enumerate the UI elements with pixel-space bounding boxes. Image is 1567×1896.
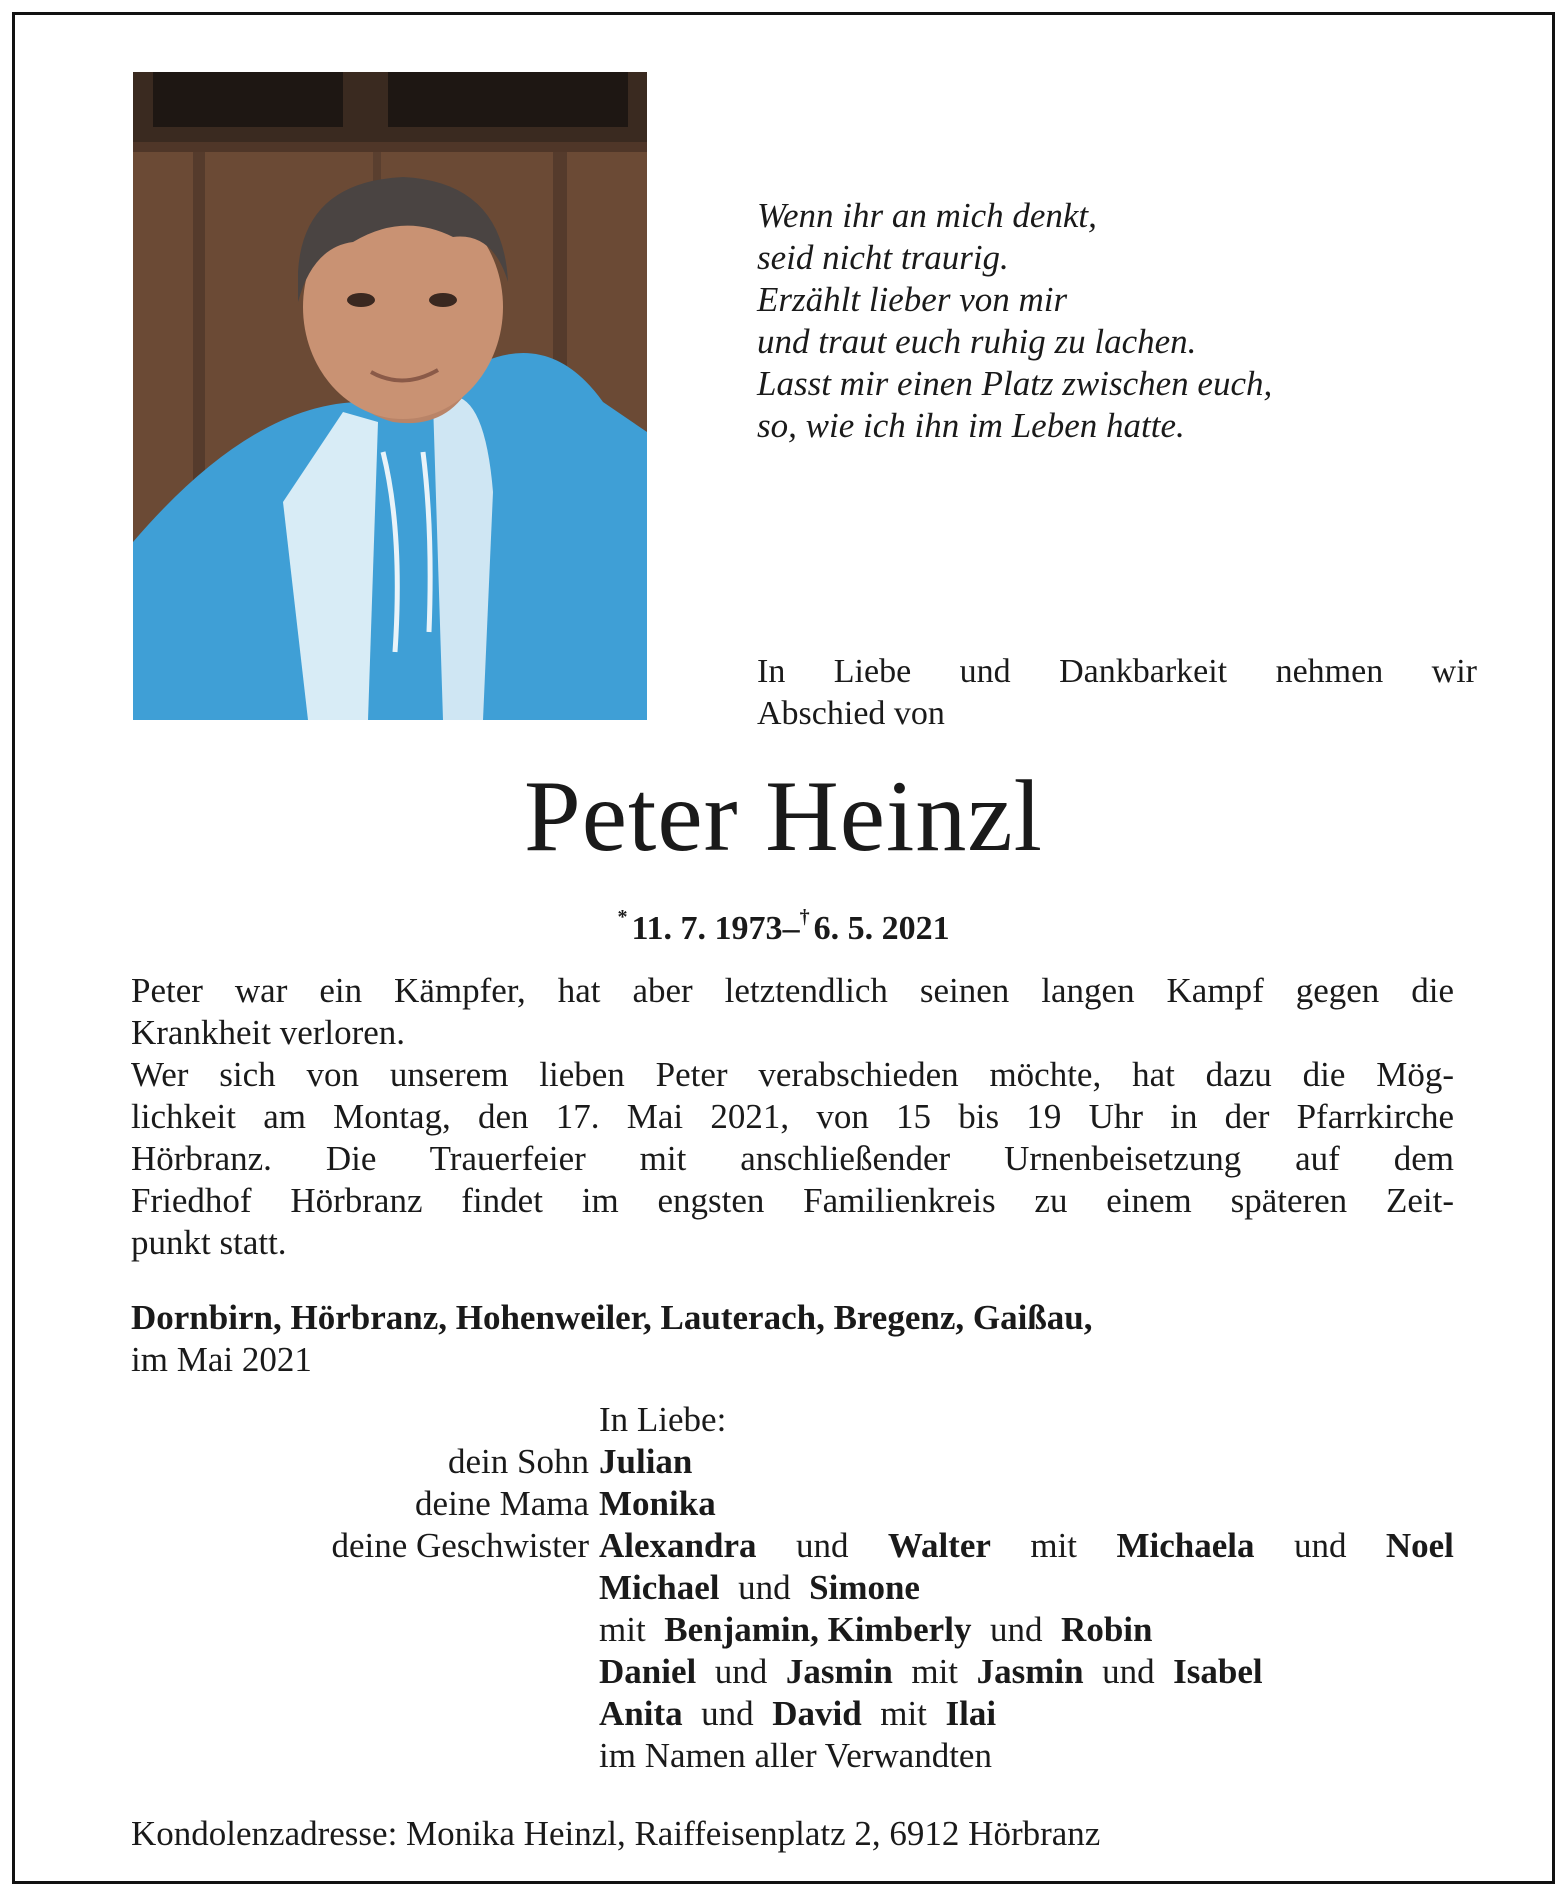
family-row: [131, 1483, 1454, 1525]
family-names: [599, 1567, 1454, 1609]
body-line: Hörbranz. Die Trauerfeier mit anschließender Urnenbeisetzung auf dem: [131, 1139, 1454, 1178]
life-dates: [15, 897, 1552, 949]
poem-line: und traut euch ruhig zu lachen.: [757, 322, 1197, 361]
family-name: Alexandra: [599, 1526, 757, 1565]
conjunction: mit: [1030, 1526, 1078, 1565]
birth-date: 11. 7. 1973: [631, 910, 783, 947]
family-name: David: [772, 1694, 862, 1733]
family-list: [131, 1399, 1454, 1777]
family-row: [131, 1567, 1454, 1609]
family-names: [599, 1525, 1454, 1567]
body-line: Friedhof Hörbranz findet im engsten Familienkreis zu einem späteren Zeit-: [131, 1181, 1454, 1220]
body-line: punkt statt.: [131, 1223, 287, 1262]
conjunction: mit: [911, 1652, 959, 1691]
conjunction: und: [714, 1652, 768, 1691]
family-name: Isabel: [1173, 1652, 1263, 1691]
family-name: Jasmin: [785, 1652, 893, 1691]
family-names: [599, 1609, 1454, 1651]
places-list: Dornbirn, Hörbranz, Hohenweiler, Lauterach, Bregenz, Gaißau,: [131, 1298, 1093, 1337]
conjunction: und: [738, 1568, 791, 1607]
intro-text: [757, 651, 1477, 735]
conjunction: und: [990, 1610, 1043, 1649]
relation-label: dein Sohn: [448, 1442, 589, 1481]
poem-line: Wenn ihr an mich denkt,: [757, 196, 1097, 235]
date-line: im Mai 2021: [131, 1340, 312, 1379]
poem: [757, 195, 1477, 447]
family-row: [131, 1609, 1454, 1651]
poem-line: seid nicht traurig.: [757, 238, 1009, 277]
body-line: Wer sich von unserem lieben Peter verabschieden möchte, hat dazu die Mög-: [131, 1055, 1454, 1094]
condolence-address: Kondolenzadresse: Monika Heinzl, Raiffeisenplatz 2, 6912 Hörbranz: [131, 1814, 1101, 1853]
conjunction: mit: [880, 1694, 927, 1733]
poem-line: so, wie ich ihn im Leben hatte.: [757, 406, 1185, 445]
family-row: [131, 1693, 1454, 1735]
relation-label: deine Geschwister: [331, 1526, 589, 1565]
family-name: Michaela: [1116, 1526, 1255, 1565]
poem-line: Lasst mir einen Platz zwischen euch,: [757, 364, 1273, 403]
family-names: [599, 1651, 1454, 1693]
intro-line: Abschied von: [757, 695, 945, 732]
family-name: Benjamin, Kimberly: [664, 1610, 972, 1649]
date-dash: –: [782, 910, 800, 947]
obituary-page: [12, 12, 1555, 1884]
family-name: Monika: [599, 1484, 716, 1523]
places-block: [131, 1297, 1454, 1381]
family-row: [131, 1441, 1454, 1483]
birth-symbol: *: [617, 906, 628, 928]
conjunction: und: [795, 1526, 849, 1565]
relation-label: deine Mama: [415, 1484, 589, 1523]
family-name: Noel: [1385, 1526, 1454, 1565]
death-date: 6. 5. 2021: [813, 910, 950, 947]
family-heading-row: [131, 1399, 1454, 1441]
family-name: Walter: [887, 1526, 991, 1565]
intro-line: In Liebe und Dankbarkeit nehmen wir: [757, 653, 1477, 690]
family-row: [131, 1651, 1454, 1693]
family-names: [599, 1693, 1454, 1735]
poem-line: Erzählt lieber von mir: [757, 280, 1068, 319]
family-name: Julian: [599, 1442, 693, 1481]
family-name: Ilai: [945, 1694, 997, 1733]
family-heading: In Liebe:: [599, 1400, 727, 1439]
death-symbol: †: [799, 906, 810, 928]
family-closing: im Namen aller Verwandten: [599, 1736, 992, 1775]
portrait-photo: [133, 72, 647, 720]
family-row: [131, 1525, 1454, 1567]
body-line: lichkeit am Montag, den 17. Mai 2021, von 15 bis 19 Uhr in der Pfarrkirche: [131, 1097, 1454, 1136]
family-name: Jasmin: [976, 1652, 1084, 1691]
body-line: Krankheit verloren.: [131, 1013, 406, 1052]
conjunction: und: [701, 1694, 754, 1733]
family-row: [131, 1735, 1454, 1777]
body-line: Peter war ein Kämpfer, hat aber letztendlich seinen langen Kampf gegen die: [131, 971, 1454, 1010]
conjunction: und: [1293, 1526, 1347, 1565]
family-name: Anita: [599, 1694, 683, 1733]
family-name: Simone: [809, 1568, 920, 1607]
conjunction: mit: [599, 1610, 646, 1649]
obituary-body: [131, 970, 1454, 1264]
family-name: Michael: [599, 1568, 720, 1607]
family-name: Robin: [1061, 1610, 1153, 1649]
portrait-image: [133, 72, 647, 720]
family-name: Daniel: [599, 1652, 697, 1691]
conjunction: und: [1102, 1652, 1155, 1691]
deceased-name: Peter Heinzl: [524, 760, 1043, 873]
